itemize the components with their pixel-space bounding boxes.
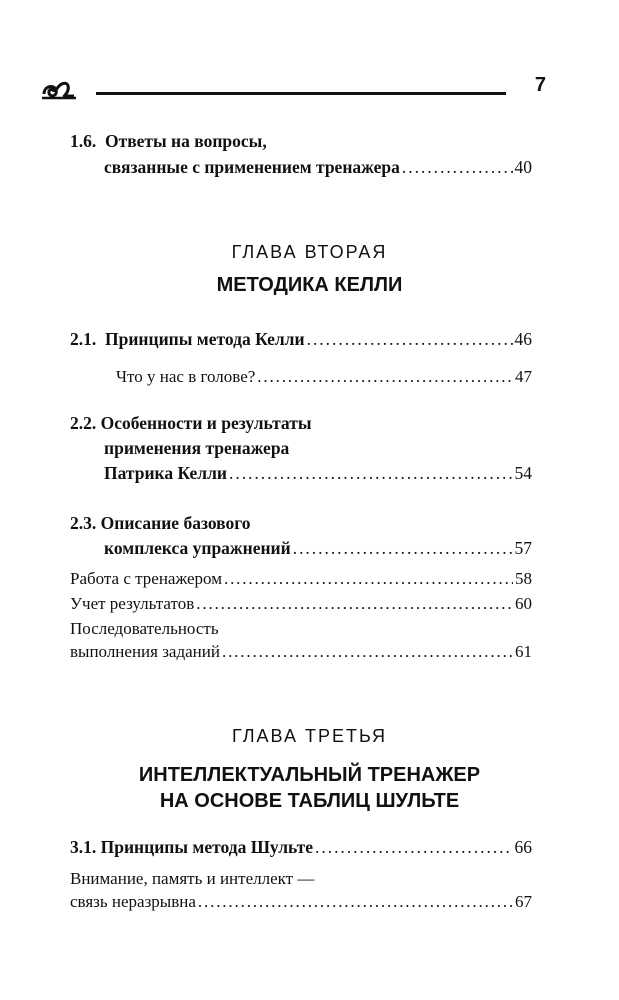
subsection-title: Работа с тренажером xyxy=(70,569,222,588)
section-title: комплекса упражнений xyxy=(104,538,291,558)
leader-dots xyxy=(222,641,513,663)
section-title: Принципы метода Келли xyxy=(105,329,305,349)
leader-dots xyxy=(315,836,512,858)
page-ref: 60 xyxy=(515,594,532,613)
toc-entry-2-3-line1 xyxy=(70,512,532,534)
toc-entry-1-6-line1 xyxy=(70,130,532,152)
page-ref: 66 xyxy=(514,837,532,857)
ornament-icon xyxy=(40,76,80,104)
toc-subentry[interactable] xyxy=(116,366,532,388)
page-header xyxy=(40,76,550,106)
leader-dots xyxy=(402,156,513,178)
leader-dots xyxy=(196,593,513,615)
chapter-label: ГЛАВА ВТОРАЯ xyxy=(231,242,388,262)
toc-entry-2-2-line2: применения тренажера xyxy=(104,438,290,458)
toc-subentry[interactable] xyxy=(70,568,532,590)
toc-subentry-line1: Внимание, память и интеллект — xyxy=(70,869,315,888)
page-ref: 58 xyxy=(515,569,532,588)
leader-dots xyxy=(198,891,513,913)
section-number: 1.6. xyxy=(70,131,97,151)
header-rule xyxy=(96,92,506,95)
toc-entry-2-2-line1 xyxy=(70,412,532,434)
subsection-title: связь неразрывна xyxy=(70,892,196,911)
leader-dots xyxy=(307,328,513,350)
toc-subentry[interactable] xyxy=(70,641,532,663)
page-ref: 57 xyxy=(514,538,532,558)
page-ref: 54 xyxy=(514,463,532,483)
toc-subentry-line1: Последовательность xyxy=(70,619,219,638)
chapter-title: МЕТОДИКА КЕЛЛИ xyxy=(216,274,403,296)
section-title: связанные с применением тренажера xyxy=(104,157,400,177)
page-ref: 67 xyxy=(515,892,532,911)
leader-dots xyxy=(224,568,513,590)
leader-dots xyxy=(257,366,513,388)
toc-entry-2-3[interactable] xyxy=(104,537,532,559)
toc-entry-2-1[interactable] xyxy=(70,328,532,350)
subsection-title: Учет результатов xyxy=(70,594,195,613)
section-title: Патрика Келли xyxy=(104,463,227,483)
section-number: 2.2. xyxy=(70,413,97,433)
section-title: Особенности и результаты xyxy=(100,413,312,433)
leader-dots xyxy=(293,537,513,559)
chapter-title-line2: НА ОСНОВЕ ТАБЛИЦ ШУЛЬТЕ xyxy=(159,790,460,812)
toc-subentry[interactable] xyxy=(70,891,532,913)
subsection-title: выполнения заданий xyxy=(70,642,220,661)
toc-entry-2-2[interactable] xyxy=(104,462,532,484)
leader-dots xyxy=(229,462,513,484)
page-number: 7 xyxy=(534,74,546,96)
chapter-label: ГЛАВА ТРЕТЬЯ xyxy=(232,726,387,746)
chapter-title-line1: ИНТЕЛЛЕКТУАЛЬНЫЙ ТРЕНАЖЕР xyxy=(138,764,481,786)
toc-subentry[interactable] xyxy=(70,593,532,615)
page-ref: 47 xyxy=(515,367,532,386)
page-ref: 61 xyxy=(515,642,532,661)
subsection-title: Что у нас в голове? xyxy=(116,367,256,386)
section-number: 2.3. xyxy=(70,513,97,533)
section-title: Принципы метода Шульте xyxy=(100,837,314,857)
toc-entry-1-6[interactable] xyxy=(104,156,532,178)
page-ref: 40 xyxy=(514,157,532,177)
section-title: Ответы на вопросы, xyxy=(105,131,267,151)
page-ref: 46 xyxy=(514,329,532,349)
section-number: 2.1. xyxy=(70,329,97,349)
toc-entry-3-1[interactable] xyxy=(70,836,532,858)
section-title: Описание базового xyxy=(100,513,251,533)
section-number: 3.1. xyxy=(70,837,97,857)
